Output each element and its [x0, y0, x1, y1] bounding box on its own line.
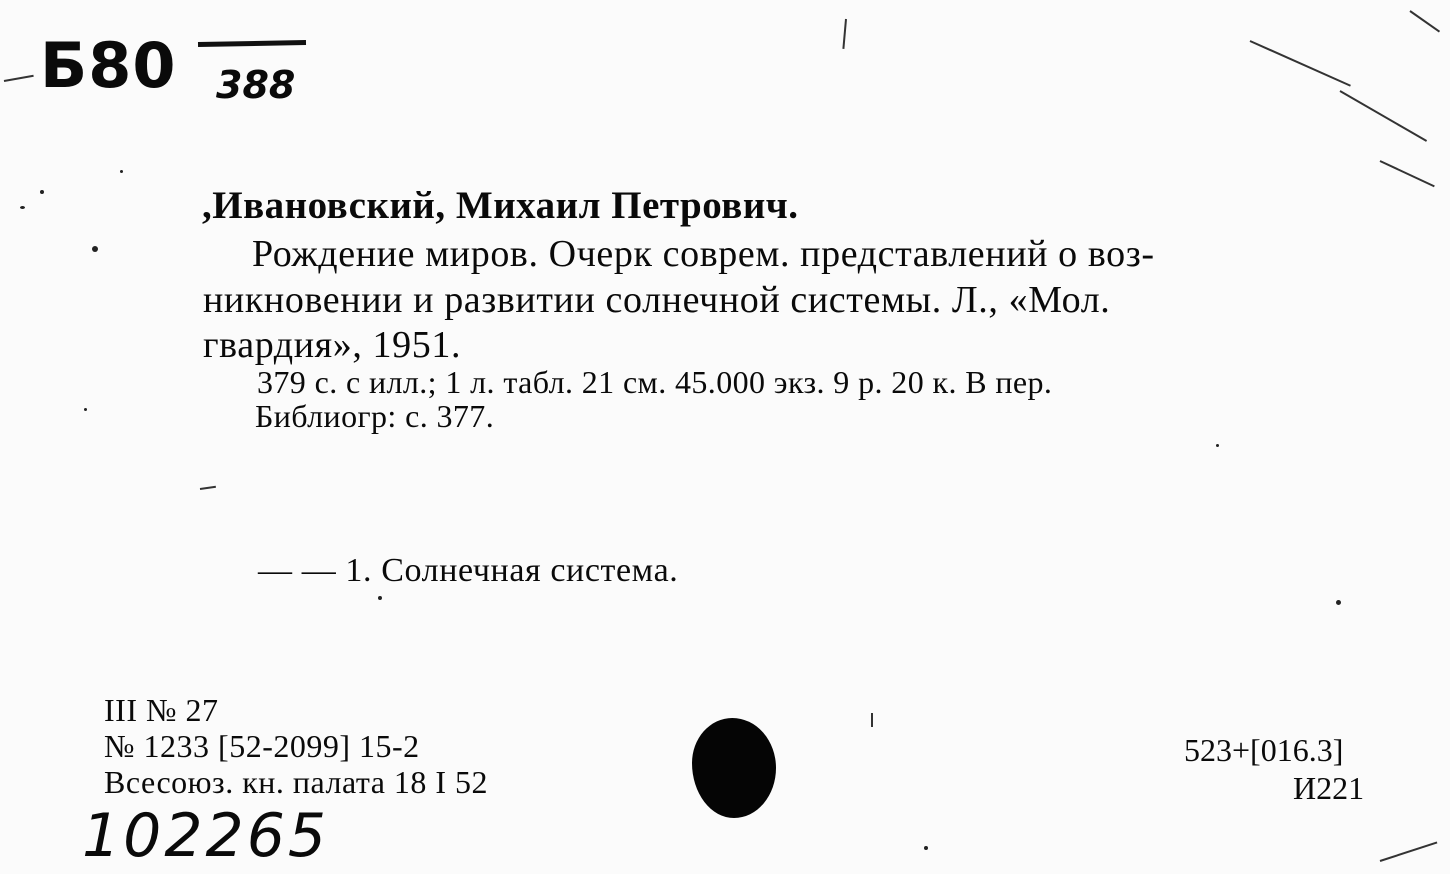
speck	[1336, 600, 1341, 605]
author-heading: ,Ивановский, Михаил Петрович.	[202, 184, 799, 227]
speck	[40, 190, 44, 194]
scratch	[842, 19, 847, 49]
speck	[120, 170, 123, 173]
registry-line: III № 27	[104, 692, 219, 728]
registry-line: № 1233 [52-2099] 15-2	[104, 728, 420, 764]
imprint-line: гвардия», 1951.	[203, 324, 462, 366]
classification-code: 523+[016.3]	[1184, 732, 1344, 768]
title-line: Рождение миров. Очерк соврем. представлений о воз-	[252, 233, 1155, 275]
speck	[20, 206, 25, 209]
speck	[92, 246, 98, 252]
scratch	[871, 713, 873, 727]
physical-description: 379 с. с илл.; 1 л. табл. 21 см. 45.000 экз. 9 р. 20 к. В пер.	[257, 364, 1053, 400]
scratch	[1409, 10, 1440, 32]
speck	[924, 846, 928, 850]
scratch	[4, 75, 34, 82]
scratch	[1380, 842, 1438, 862]
subject-heading: — — 1. Солнечная система.	[258, 552, 679, 589]
bibliography-note: Библиогр: с. 377.	[255, 398, 495, 434]
scratch	[1250, 40, 1351, 87]
title-line: никновении и развитии солнечной системы. Л., «Мол.	[203, 279, 1111, 321]
scratch	[1340, 90, 1428, 142]
scratch	[200, 486, 216, 490]
speck	[1216, 444, 1219, 447]
inventory-number: 102265	[82, 801, 330, 871]
shelf-code: Б80	[40, 29, 177, 102]
registry-line: Всесоюз. кн. палата 18 I 52	[104, 764, 489, 800]
punch-hole	[692, 718, 776, 818]
shelf-code-subnumber: 388	[216, 63, 296, 107]
scratch	[1380, 160, 1435, 187]
author-mark: И221	[1293, 770, 1365, 806]
speck	[378, 596, 382, 600]
speck	[84, 408, 87, 411]
fraction-line	[198, 40, 306, 47]
